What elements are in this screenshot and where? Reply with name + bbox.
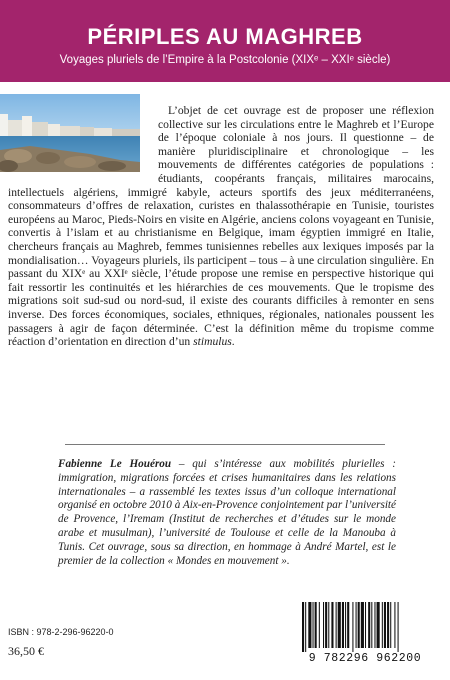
editor-name: Fabienne Le Houérou bbox=[58, 458, 172, 470]
blurb-italic-word: stimulus bbox=[193, 335, 232, 349]
title-banner bbox=[0, 0, 450, 82]
isbn: ISBN : 978-2-296-96220-0 bbox=[8, 627, 114, 637]
barcode-number: 9 782296 962200 bbox=[308, 652, 422, 665]
back-cover-blurb bbox=[8, 104, 434, 349]
editor-bio-text: – qui s’intéresse aux mobilités plurielles : immigration, migrations forcées et crises humanitaires dans les relations internationales – a rassemblé les textes issus d’un colloque international organisé en octobre 2010 à Aix-en-Provence conjointement par l’université de Provence, l’Iremam (Institut de recherches et d’études sur le monde arabe et musulman), l’université de Toulouse et celle de la Manouba à Tunis. Cet ouvrage, sous sa direction, en hommage à André Martel, est le premier de la collection « Mondes en mouvement ». bbox=[58, 458, 396, 567]
book-title: PÉRIPLES AU MAGHREB bbox=[87, 24, 363, 49]
book-subtitle: Voyages pluriels de l’Empire à la Postcolonie (XIXᵉ – XXIᵉ siècle) bbox=[59, 54, 391, 66]
barcode bbox=[290, 598, 440, 670]
editor-bio bbox=[58, 458, 396, 568]
barcode-bars bbox=[300, 602, 430, 652]
blurb-end: . bbox=[231, 335, 235, 349]
photo-space bbox=[8, 104, 158, 175]
section-divider bbox=[65, 444, 385, 445]
price: 36,50 € bbox=[8, 644, 44, 658]
blurb-text: L’objet de cet ouvrage est de proposer une réflexion collective sur les circulations entre le Maghreb et l’Europe de l’époque coloniale à nos jours. Il questionne – de manière pluridisciplinaire et chronologique – les mouvements de différentes catégories de populations : étudiants, coopérants français, militaires marocains, intellectuels algériens, immigré kabyle, acteurs sportifs des jeux méditerranéens, consommateurs d’offres de relaxation, curistes en thalassothérapie en Tunisie, touristes européens au Maroc, Pieds-Noirs en visite en Algérie, anciens colons voyageant en Tunisie, convertis à l’islam et au christianisme en Belgique, imam égyptien immigré en Italie, chercheurs français au Maghreb, femmes tunisiennes rebelles aux lexiques imposés par la mondialisation… Voyageurs pluriels, ils participent – tous – à une circulation singulière. En passant du XIXᵉ au XXIᵉ siècle, l’étude propose une remise en perspective historique qui fait ressortir les continuités et les hiérarchies de ces mouvements. Que le tropisme des migrations soit sud-sud ou nord-sud, il existe des courants difficiles à remonter en sens inverse. Des forces économiques, sociales, ethniques, régionales, nationales poussent les passagers à agir de façon déterminée. C’est la définition même du tropisme comme réaction d’orientation en direction d’un bbox=[8, 104, 434, 349]
